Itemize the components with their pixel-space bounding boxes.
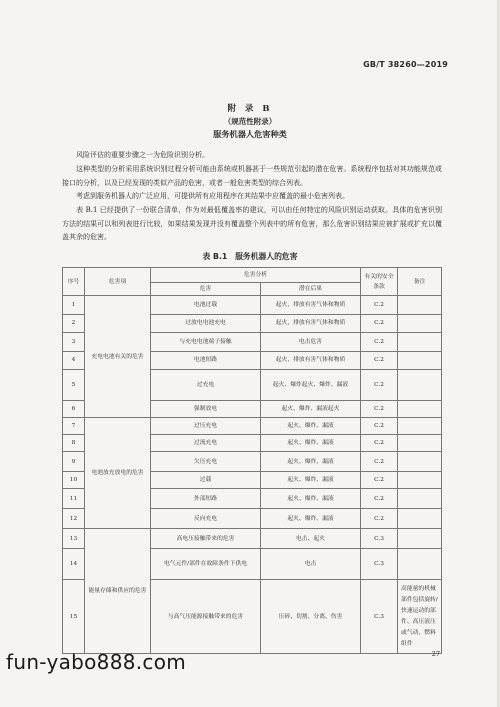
cell-no: 12 xyxy=(63,509,85,529)
header-seq: 序号 xyxy=(63,268,85,296)
cell-consequence: 电击 xyxy=(261,549,361,580)
cell-note xyxy=(398,314,442,333)
group-battery: 充电电池有关的危害 xyxy=(85,296,151,418)
cell-no: 4 xyxy=(63,351,85,370)
appendix-normative: （规范性附录） xyxy=(223,117,277,126)
cell-hazard: 与高气压能源接触带来的危害 xyxy=(151,580,261,654)
paragraph-text: 风险评估的重要步骤之一为危险识别分析。 xyxy=(76,151,209,159)
paragraph xyxy=(62,204,442,245)
cell-hazard: 过充电 xyxy=(151,370,261,401)
appendix-title: 服务机器人危害种类 xyxy=(213,129,287,139)
paragraph xyxy=(62,149,442,163)
cell-clause: C.2 xyxy=(361,452,398,472)
appendix-label: 附 录 B xyxy=(227,104,273,114)
cell-note xyxy=(398,549,442,580)
cell-clause: C.2 xyxy=(361,401,398,418)
cell-note xyxy=(398,529,442,549)
cell-consequence: 起火、爆炸起火、爆炸、漏液 xyxy=(261,370,361,401)
cell-no: 6 xyxy=(63,401,85,418)
cell-no: 9 xyxy=(63,452,85,472)
cell-note xyxy=(398,333,442,352)
standard-number: GB/T 38260—2019 xyxy=(363,60,448,69)
cell-note xyxy=(398,509,442,529)
table-header-row xyxy=(63,268,442,283)
cell-clause: C.2 xyxy=(361,509,398,529)
table-row xyxy=(63,296,442,315)
table-row xyxy=(63,418,442,435)
cell-no: 15 xyxy=(63,580,85,654)
header-item: 危害项 xyxy=(85,268,151,296)
cell-clause: C.2 xyxy=(361,333,398,352)
page-number: 27 xyxy=(431,650,440,658)
cell-hazard: 欠压充电 xyxy=(151,452,261,472)
cell-consequence: 电击、起火 xyxy=(261,529,361,549)
cell-consequence: 电击危害 xyxy=(261,333,361,352)
cell-hazard: 高电压接触带来的危害 xyxy=(151,529,261,549)
header-note: 备注 xyxy=(398,268,442,296)
cell-note xyxy=(398,489,442,509)
paragraph xyxy=(62,190,442,204)
cell-clause: C.2 xyxy=(361,472,398,489)
cell-no: 1 xyxy=(63,296,85,315)
cell-hazard: 过流充电 xyxy=(151,435,261,452)
cell-no: 11 xyxy=(63,489,85,509)
cell-hazard: 电池短路 xyxy=(151,351,261,370)
cell-consequence: 起火、爆炸、漏液 xyxy=(261,489,361,509)
cell-hazard: 过压充电 xyxy=(151,418,261,435)
cell-consequence: 起火、爆炸、漏液 xyxy=(261,435,361,452)
header-clause: 有关的安全条款 xyxy=(361,268,398,296)
cell-clause: C.2 xyxy=(361,351,398,370)
cell-clause: C.2 xyxy=(361,435,398,452)
cell-clause: C.3 xyxy=(361,580,398,654)
cell-hazard: 外部短路 xyxy=(151,489,261,509)
cell-hazard: 过放电电池充电 xyxy=(151,314,261,333)
cell-note xyxy=(398,472,442,489)
hazard-table xyxy=(62,267,442,654)
cell-clause: C.2 xyxy=(361,314,398,333)
cell-note xyxy=(398,370,442,401)
cell-clause: C.3 xyxy=(361,529,398,549)
header-analysis: 危害分析 xyxy=(151,268,361,283)
cell-note xyxy=(398,296,442,315)
table-title: 表 B.1 服务机器人的危害 xyxy=(202,252,298,261)
cell-consequence: 起火、爆炸、漏液 xyxy=(261,452,361,472)
cell-hazard: 与充电电池端子接触 xyxy=(151,333,261,352)
cell-clause: C.2 xyxy=(361,418,398,435)
cell-no: 2 xyxy=(63,314,85,333)
group-energy: 能量存储和供应的危害 xyxy=(85,529,151,654)
cell-clause: C.2 xyxy=(361,489,398,509)
cell-no: 10 xyxy=(63,472,85,489)
paragraph xyxy=(62,163,442,190)
watermark-text: fun-yabo888.com xyxy=(6,650,187,674)
cell-clause: C.3 xyxy=(361,549,398,580)
paragraph-text: 考虑到服务机器人的广泛应用，可提供所有应用程序在其结果中应覆盖的最小危害列表。 xyxy=(76,192,349,200)
cell-no: 7 xyxy=(63,418,85,435)
cell-consequence: 起火，排放有害气体和物质 xyxy=(261,296,361,315)
cell-note xyxy=(398,435,442,452)
cell-hazard: 反向充电 xyxy=(151,509,261,529)
cell-clause: C.2 xyxy=(361,296,398,315)
cell-consequence: 起火、爆炸、漏液 xyxy=(261,509,361,529)
cell-no: 13 xyxy=(63,529,85,549)
cell-consequence: 起火、爆炸、漏液起火 xyxy=(261,401,361,418)
cell-consequence: 起火，排放有害气体和物质 xyxy=(261,351,361,370)
cell-no: 8 xyxy=(63,435,85,452)
group-discharge: 电池放充放电的危害 xyxy=(85,418,151,529)
cell-consequence: 起火、爆炸、漏液 xyxy=(261,418,361,435)
cell-no: 14 xyxy=(63,549,85,580)
cell-hazard: 电气元件/部件在故障条件下供电 xyxy=(151,549,261,580)
cell-clause: C.2 xyxy=(361,370,398,401)
cell-note: 高能量的机械部件包括旋转/快速运动的部件、高压液压或气动、燃料组件 xyxy=(398,580,442,654)
table-row xyxy=(63,529,442,549)
cell-no: 3 xyxy=(63,333,85,352)
cell-no: 5 xyxy=(63,370,85,401)
cell-note xyxy=(398,418,442,435)
cell-consequence: 压碎、切割、分离、伤害 xyxy=(261,580,361,654)
cell-note xyxy=(398,401,442,418)
paragraph-text: 这种类型的分析采用系统识别过程分析可能由系统或机器甚于一些规范引起的潜在危害。系统程序包括对其功能规范或接口的分析，以及已经发现的类似产品的危害，或者一般危害类型的综合列表。 xyxy=(62,165,442,187)
cell-hazard: 过载 xyxy=(151,472,261,489)
paragraph-text: 表 B.1 已经提供了一份联合清单，作为对最低覆盖率的建议，可以由任何特定的风险识别运动获取。具体的危害识别方法的结果可以和列表进行比较，如果结果发现并没有覆盖整个列表中的所有危害，那么危害识别结果应被扩展或扩充以覆盖其余的危害。 xyxy=(62,206,442,241)
cell-consequence: 起火，排放有害气体和物质 xyxy=(261,314,361,333)
header-hazard: 危害 xyxy=(151,283,261,296)
cell-note xyxy=(398,452,442,472)
header-consequence: 潜在后果 xyxy=(261,283,361,296)
cell-hazard: 电池过载 xyxy=(151,296,261,315)
cell-hazard: 强制放电 xyxy=(151,401,261,418)
cell-consequence: 起火、爆炸、漏液 xyxy=(261,472,361,489)
cell-note xyxy=(398,351,442,370)
